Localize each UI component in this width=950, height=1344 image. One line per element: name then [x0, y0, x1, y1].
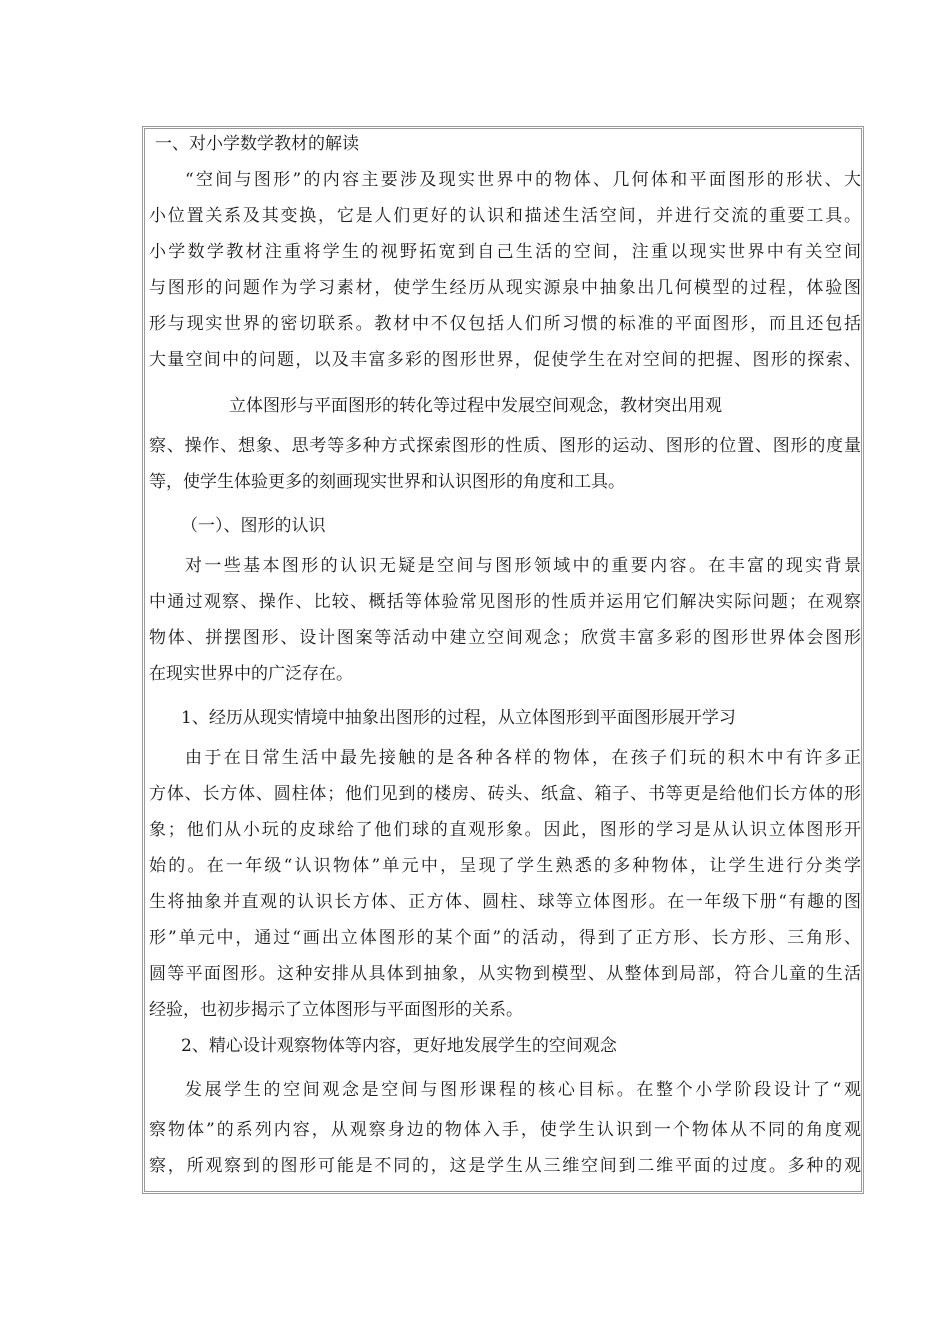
- paragraph-line: 对一些基本图形的认识无疑是空间与图形领域中的重要内容。在丰富的现实背景: [185, 556, 861, 576]
- paragraph-line: 由于在日常生活中最先接触的是各种各样的物体，在孩子们玩的积木中有许多正: [185, 748, 861, 768]
- paragraph-line: 始的。在一年级“认识物体”单元中，呈现了学生熟悉的多种物体，让学生进行分类学: [149, 856, 861, 876]
- numbered-heading: 1、经历从现实情境中抽象出图形的过程，从立体图形到平面图形展开学习: [181, 708, 736, 728]
- paragraph-line: 经验，也初步揭示了立体图形与平面图形的关系。: [149, 1000, 523, 1020]
- paragraph-line: 与图形的问题作为学习素材，使学生经历从现实源泉中抽象出几何模型的过程，体验图: [149, 278, 861, 298]
- paragraph-line: 形”单元中，通过“画出立体图形的某个面”的活动，得到了正方形、长方形、三角形、: [149, 928, 861, 948]
- paragraph-line: 立体图形与平面图形的转化等过程中发展空间观念，教材突出用观: [229, 396, 722, 416]
- paragraph-line: 小位置关系及其变换，它是人们更好的认识和描述生活空间，并进行交流的重要工具。: [149, 206, 861, 226]
- paragraph-line: 象；他们从小玩的皮球给了他们球的直观形象。因此，图形的学习是从认识立体图形开: [149, 820, 861, 840]
- paragraph-line: 形与现实世界的密切联系。教材中不仅包括人们所习惯的标准的平面图形，而且还包括: [149, 314, 861, 334]
- paragraph-line: 大量空间中的问题，以及丰富多彩的图形世界，促使学生在对空间的把握、图形的探索、: [149, 350, 861, 370]
- paragraph-line: 察物体”的系列内容，从观察身边的物体入手，使学生认识到一个物体从不同的角度观: [149, 1120, 861, 1140]
- paragraph-line: 发展学生的空间观念是空间与图形课程的核心目标。在整个小学阶段设计了“观: [185, 1080, 861, 1100]
- paragraph-line: 物体、拼摆图形、设计图案等活动中建立空间观念；欣赏丰富多彩的图形世界体会图形: [149, 628, 861, 648]
- paragraph-line: 圆等平面图形。这种安排从具体到抽象，从实物到模型、从整体到局部，符合儿童的生活: [149, 964, 861, 984]
- paragraph-line: 生将抽象并直观的认识长方体、正方体、圆柱、球等立体图形。在一年级下册“有趣的图: [149, 892, 861, 912]
- paragraph-line: 等，使学生体验更多的刻画现实世界和认识图形的角度和工具。: [149, 472, 625, 492]
- paragraph-line: 小学数学教材注重将学生的视野拓宽到自己生活的空间，注重以现实世界中有关空间: [149, 242, 861, 262]
- paragraph-line: 察、操作、想象、思考等多种方式探索图形的性质、图形的运动、图形的位置、图形的度量: [149, 436, 861, 456]
- paragraph-line: 方体、长方体、圆柱体；他们见到的楼房、砖头、纸盒、箱子、书等更是给他们长方体的形: [149, 784, 861, 804]
- paragraph-line: 察，所观察到的图形可能是不同的，这是学生从三维空间到二维平面的过度。多种的观: [149, 1156, 861, 1176]
- subsection-heading: （一）、图形的认识: [181, 516, 326, 536]
- document-frame: [142, 126, 864, 1194]
- paragraph-line: “空间与图形”的内容主要涉及现实世界中的物体、几何体和平面图形的形状、大: [185, 170, 861, 190]
- numbered-heading: 2、精心设计观察物体等内容，更好地发展学生的空间观念: [181, 1036, 617, 1056]
- section-heading: 一、对小学数学教材的解读: [155, 134, 359, 154]
- paragraph-line: 中通过观察、操作、比较、概括等体验常见图形的性质并运用它们解决实际问题；在观察: [149, 592, 861, 612]
- paragraph-line: 在现实世界中的广泛存在。: [149, 664, 353, 684]
